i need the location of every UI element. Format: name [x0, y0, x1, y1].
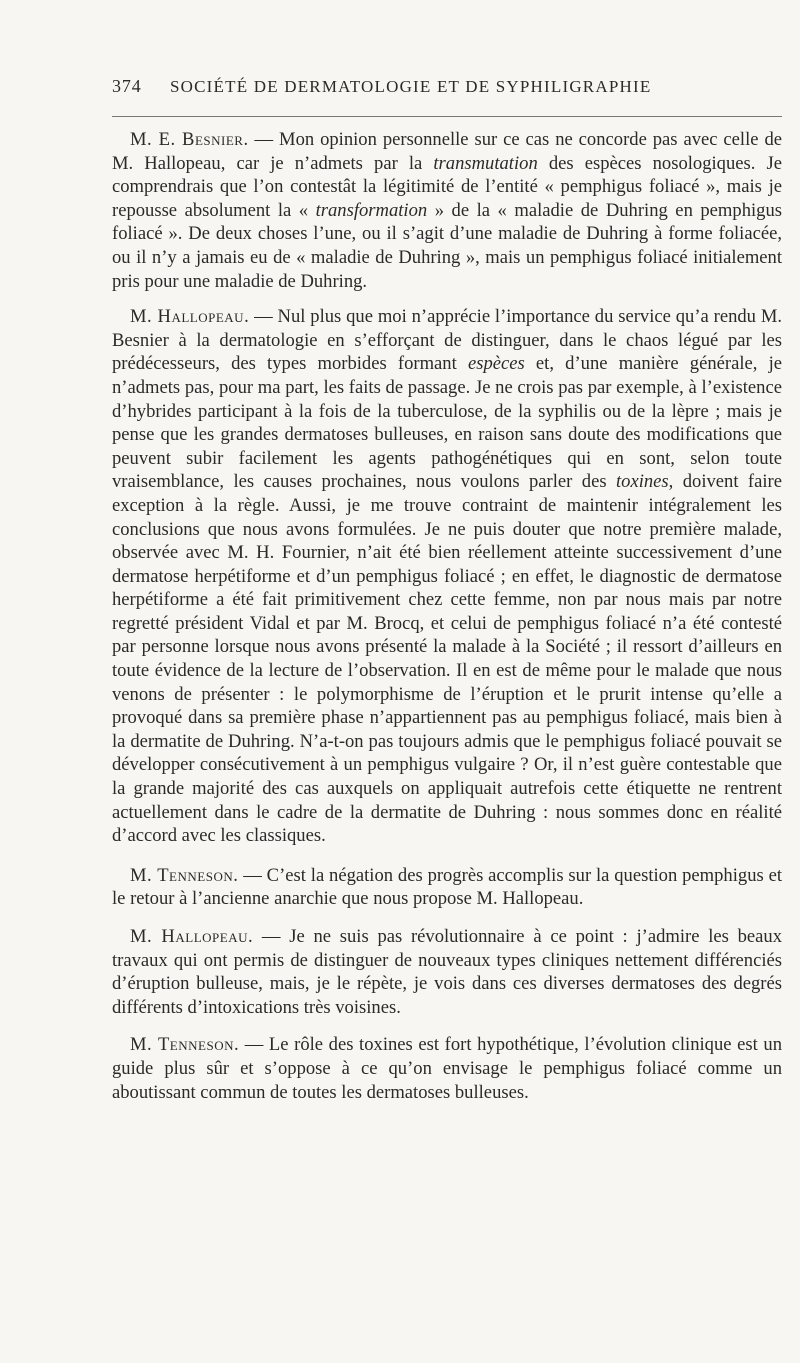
running-head [112, 76, 782, 100]
italic-term: transmutation [433, 152, 538, 174]
paragraph-hallopeau-1 [112, 305, 782, 848]
text-segment: — Je ne suis pas révolutionnaire à ce point : j’admire les beaux travaux qui ont permis de distinguer de nouveaux types cliniques nettement différenciés d’éruption bulleuse, mais, je le répète, je vois dans ces diverses dermatoses des degrés différents d’intoxications très voisines. [112, 926, 782, 1018]
speaker-name: M. Tenneson. [130, 1034, 240, 1056]
speaker-name: M. Hallopeau. [130, 926, 254, 947]
italic-term: toxines [615, 471, 669, 493]
text-segment: — Le rôle des toxines est fort hypothétique, l’évolution clinique est un guide plus sûr et s’oppose à ce qu’on envisage le pemphigus foliacé comme un aboutissant commun de toutes les dermatoses bulleuses. [112, 1034, 782, 1103]
text-segment: et, d’une manière générale, je n’admets pas, pour ma part, les faits de passage. Je ne crois pas par exemple, à l’existence d’hybrides participant à la fois de la tuberculose, de la syphilis ou de la lèpre ; mais je pense que les grandes dermatoses bulleuses, en raison sans doute des modifications que peuvent subir facilement les agents pathogénétiques qui en sont, selon toute vraisemblance, les causes prochaines, nous voulons parler des [112, 353, 782, 493]
italic-term: espèces [467, 353, 525, 375]
paragraph-hallopeau-2 [112, 925, 782, 1019]
text-segment: , doivent faire exception à la règle. Aussi, je me trouve contraint de maintenir intégralement les conclusions que nous avons formulées. Je ne puis douter que notre première malade, observée avec M. H. Fournier, n’ait été bien réellement atteinte successivement d’une dermatose herpétiforme et d’un pemphigus foliacé ; en effet, le diagnostic de dermatose herpétiforme a été fait primitivement chez cette femme, non par nous mais par notre regretté président Vidal et par M. Brocq, et celui de pemphigus foliacé n’a été contesté par personne lorsque nous avons présenté la malade à la Société ; il ressort d’ailleurs en toute évidence de la lecture de l’observation. Il en est de même pour le malade que nous venons de présenter : le polymorphisme de l’éruption et le prurit intense qu’elle a provoqué dans sa première phase n’appartiennent pas au pemphigus foliacé, mais bien à la dermatite de Duhring. N’a-t-on pas toujours admis que le pemphigus foliacé pouvait se développer consécutivement à un pemphigus vulgaire ? Or, il n’est guère contestable que la grande majorité des cas auxquels on appliquait autrefois cette étiquette ne rentrent actuellement dans le cadre de la dermatite de Duhring : nous sommes donc en réalité d’accord avec les classiques. [112, 471, 782, 847]
paragraph-tenneson-2 [112, 1033, 782, 1104]
page-number: 374 [112, 76, 142, 96]
text-segment: des espèces nosologiques. Je comprendrais que l’on contestât la légitimité de l’entité « pemphigus foliacé », mais je repousse absolument la « [112, 152, 782, 221]
journal-title: SOCIÉTÉ DE DERMATOLOGIE ET DE SYPHILIGRAPHIE [170, 77, 652, 96]
text-segment: — C’est la négation des progrès accomplis sur la question pemphigus et le retour à l’ancienne anarchie que nous propose M. Hallopeau. [112, 864, 782, 910]
speaker-name: M. E. Besnier. [130, 129, 249, 150]
text-segment: — Nul plus que moi n’apprécie l’importance du service qu’a rendu M. Besnier à la dermatologie en s’efforçant de distinguer, dans le chaos légué par les prédécesseurs, des types morbides formant [112, 306, 783, 375]
text-segment: » de la « maladie de Duhring en pemphigus foliacé ». De deux choses l’une, ou il s’agit d’une maladie de Duhring à forme foliacée, ou il n’y a jamais eu de « maladie de Duhring », mais un pemphigus foliacé initialement pris pour une maladie de Duhring. [112, 199, 782, 292]
paragraph-besnier [112, 128, 782, 293]
speaker-name: M. Hallopeau. [130, 306, 250, 328]
speaker-name: M. Tenneson. [130, 864, 239, 886]
italic-term: transformation [315, 199, 428, 221]
paragraph-tenneson-1 [112, 864, 782, 911]
text-segment: — Mon opinion personnelle sur ce cas ne concorde pas avec celle de M. Hallopeau, car je n’admets par la [112, 129, 782, 174]
body-text [112, 128, 782, 1104]
header-rule [112, 116, 782, 117]
